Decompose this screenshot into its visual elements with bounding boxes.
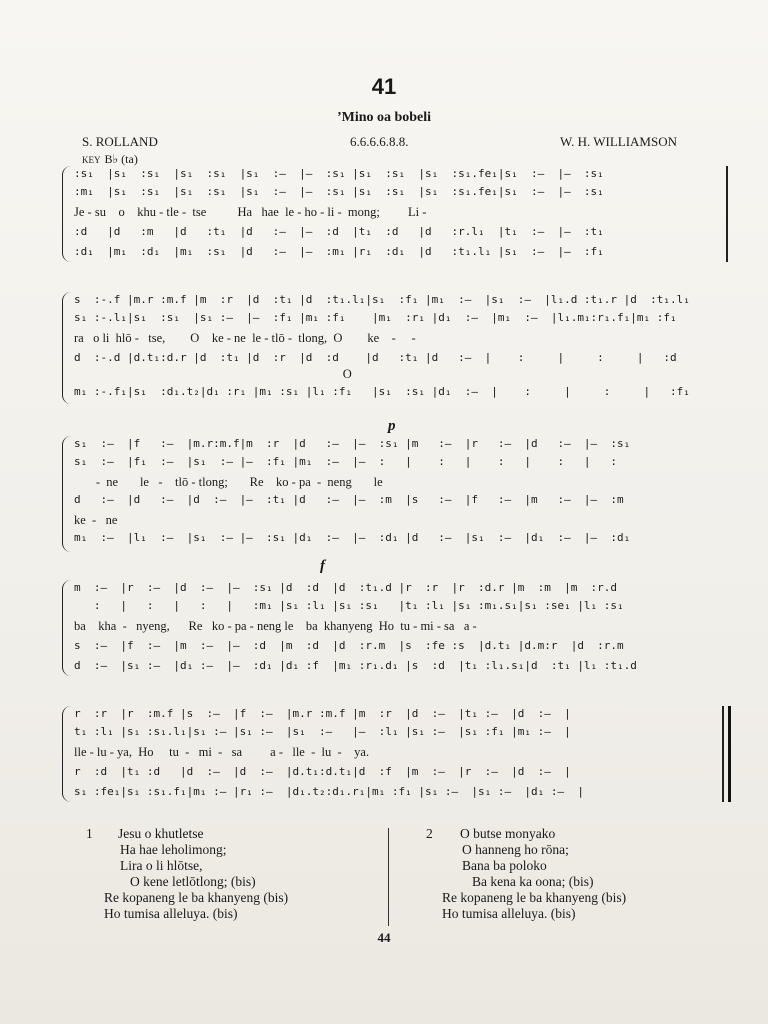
staff-row: s₁ :— |f₁ :— |s₁ :— |— :f₁ |m₁ :— |— : | : | : | : | : [74, 455, 618, 468]
barline [726, 166, 728, 262]
music-system-4 [62, 558, 738, 676]
music-system-3 [62, 418, 738, 552]
verse-divider [388, 828, 389, 926]
verse-line: O kene letlōtlong; (bis) [130, 874, 256, 889]
hymn-number: 41 [371, 74, 397, 99]
verse-line: Lira o li hlōtse, [120, 858, 203, 873]
staff-row: m₁ :— |l₁ :— |s₁ :— |— :s₁ |d₁ :— |— :d₁ |d :— |s₁ :— |d₁ :— |— :d₁ [74, 531, 631, 544]
hymn-title: ’Mino oa bobeli [336, 110, 432, 125]
verse-line: Bana ba poloko [462, 858, 547, 873]
lyric-row: ke - ne [74, 513, 118, 527]
verse-line: Re kopaneng le ba khanyeng (bis) [104, 890, 289, 905]
system-brace [62, 706, 71, 802]
lyric-row: O [74, 367, 352, 381]
staff-row: :d₁ |m₁ :d₁ |m₁ :s₁ |d :— |— :m₁ |r₁ :d₁ |d :t₁.l₁ |s₁ :— |— :f₁ [74, 245, 604, 258]
music-system-2 [62, 292, 738, 404]
staff-row: : | : | : | :m₁ |s₁ :l₁ |s₁ :s₁ |t₁ :l₁ |s₁ :m₁.s₁|s₁ :se₁ |l₁ :s₁ [74, 599, 624, 612]
staff-row: m :— |r :— |d :— |— :s₁ |d :d |d :t₁.d |r :r |r :d.r |m :m |m :r.d [74, 581, 618, 594]
lyric-row: lle - lu - ya, Ho tu - mi - sa a - lle - lu - ya. [74, 745, 370, 759]
staff-row: s₁ :-.l₁|s₁ :s₁ |s₁ :— |— :f₁ |m₁ :f₁ |m₁ :r₁ |d₁ :— |m₁ :— |l₁.m₁:r₁.f₁|m₁ :f₁ [74, 311, 677, 324]
lyric-row: - ne le - tlō - tlong; Re ko - pa - neng le [74, 475, 383, 489]
arranger: W. H. WILLIAMSON [560, 134, 677, 149]
meter: 6.6.6.6.8.8. [350, 134, 409, 149]
verse-line: Ba kena ka oona; (bis) [472, 874, 594, 889]
key-value: B♭ (ta) [104, 152, 138, 166]
verse-number: 1 [86, 826, 93, 841]
staff-row: s₁ :— |f :— |m.r:m.f|m :r |d :— |— :s₁ |m :— |r :— |d :— |— :s₁ [74, 437, 631, 450]
system-brace [62, 166, 71, 262]
final-barline-thin [722, 706, 724, 802]
verse-line: O hanneng ho rōna; [462, 842, 569, 857]
dynamic-marking: f [320, 558, 325, 574]
verse-number: 2 [426, 826, 433, 841]
staff-row: d :— |s₁ :— |d₁ :— |— :d₁ |d₁ :f |m₁ :r₁.d₁ |s :d |t₁ :l₁.s₁|d :t₁ |l₁ :t₁.d [74, 659, 637, 672]
verse-line: Ha hae leholimong; [120, 842, 227, 857]
verse-line: Ho tumisa alleluya. (bis) [104, 906, 238, 921]
staff-row: s :— |f :— |m :— |— :d |m :d |d :r.m |s :fe :s |d.t₁ |d.m:r |d :r.m [74, 639, 624, 652]
staff-row: t₁ :l₁ |s₁ :s₁.l₁|s₁ :— |s₁ :— |s₁ :— |— :l₁ |s₁ :— |s₁ :f₁ |m₁ :— | [74, 725, 571, 738]
key-label: KEY [82, 155, 101, 165]
verse-line: Ho tumisa alleluya. (bis) [442, 906, 576, 921]
verse-line: O butse monyako [460, 826, 556, 841]
staff-row: d :-.d |d.t₁:d.r |d :t₁ |d :r |d :d |d :t₁ |d :— | : | : | :d [74, 351, 677, 364]
system-brace [62, 580, 71, 676]
staff-row: r :r |r :m.f |s :— |f :— |m.r :m.f |m :r |d :— |t₁ :— |d :— | [74, 707, 571, 720]
staff-row: s₁ :fe₁|s₁ :s₁.f₁|m₁ :— |r₁ :— |d₁.t₂:d₁.r₁|m₁ :f₁ |s₁ :— |s₁ :— |d₁ :— | [74, 785, 584, 798]
staff-row: :m₁ |s₁ :s₁ |s₁ :s₁ |s₁ :— |— :s₁ |s₁ :s₁ |s₁ :s₁.fe₁|s₁ :— |— :s₁ [74, 185, 604, 198]
composer: S. ROLLAND [82, 134, 158, 149]
page-number: 44 [377, 930, 391, 945]
staff-row: :s₁ |s₁ :s₁ |s₁ :s₁ |s₁ :— |— :s₁ |s₁ :s₁ |s₁ :s₁.fe₁|s₁ :— |— :s₁ [74, 167, 604, 180]
verse-line: Jesu o khutletse [118, 826, 204, 841]
dynamic-marking: p [388, 418, 396, 434]
music-system-1 [62, 166, 738, 262]
final-barline-thick [728, 706, 731, 802]
key-signature [82, 152, 138, 167]
lyric-row: ba kha - nyeng, Re ko - pa - neng le ba khanyeng Ho tu - mi - sa a - [74, 619, 477, 633]
staff-row: d :— |d :— |d :— |— :t₁ |d :— |— :m |s :— |f :— |m :— |— :m [74, 493, 624, 506]
staff-row: m₁ :-.f₁|s₁ :d₁.t₂|d₁ :r₁ |m₁ :s₁ |l₁ :f₁ |s₁ :s₁ |d₁ :— | : | : | :f₁ [74, 385, 690, 398]
system-brace [62, 292, 71, 404]
staff-row: s :-.f |m.r :m.f |m :r |d :t₁ |d :t₁.l₁|s₁ :f₁ |m₁ :— |s₁ :— |l₁.d :t₁.r |d :t₁.l₁ [74, 293, 690, 306]
system-brace [62, 436, 71, 552]
staff-row: r :d |t₁ :d |d :— |d :— |d.t₁:d.t₁|d :f |m :— |r :— |d :— | [74, 765, 571, 778]
staff-row: :d |d :m |d :t₁ |d :— |— :d |t₁ :d |d :r.l₁ |t₁ :— |— :t₁ [74, 225, 604, 238]
music-system-5 [62, 706, 738, 802]
lyric-row: Je - su o khu - tle - tse Ha hae le - ho - li - mong; Li - [74, 205, 427, 219]
lyric-row: ra o li hlō - tse, O ke - ne le - tlō - tlong, O ke - - [74, 331, 416, 345]
verse-line: Re kopaneng le ba khanyeng (bis) [442, 890, 627, 905]
